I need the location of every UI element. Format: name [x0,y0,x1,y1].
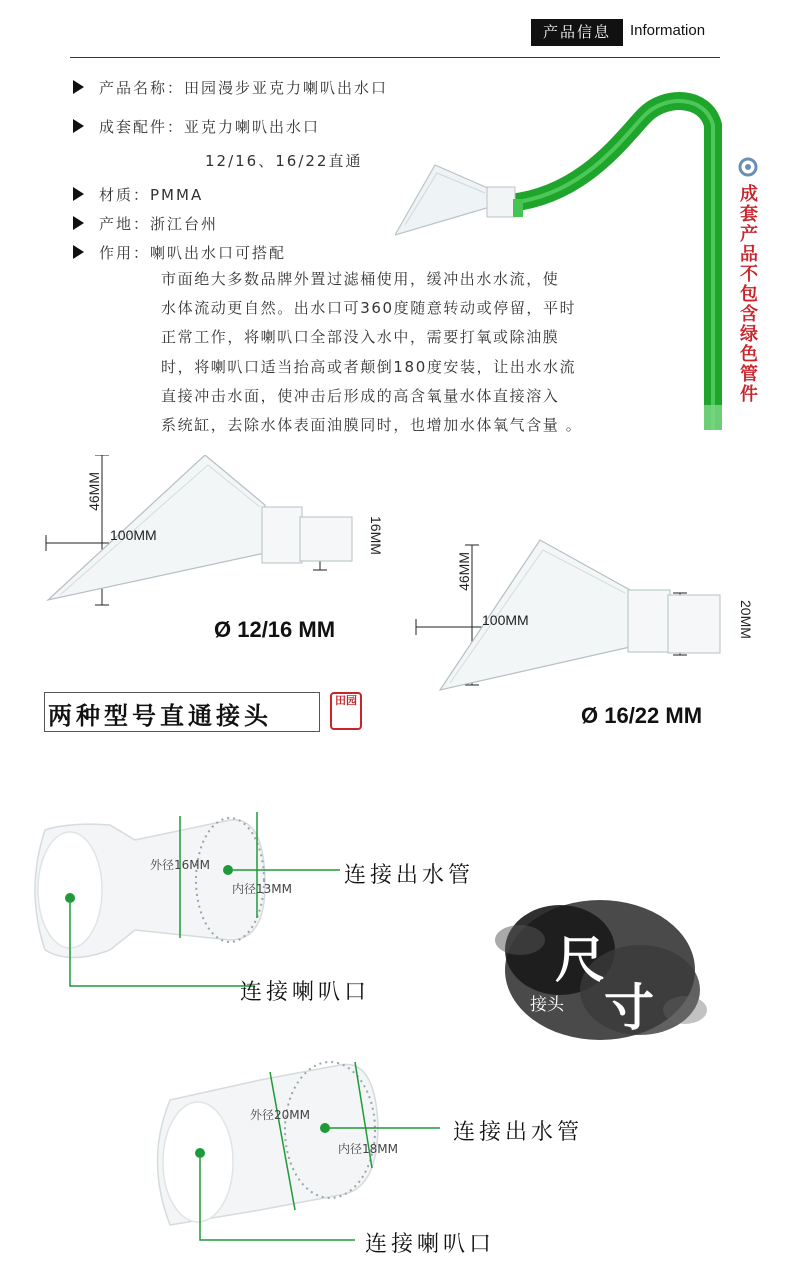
outer-diameter-large: 外径20MM [250,1108,310,1122]
seal-text: 田园 [335,694,357,707]
inner-diameter-large: 内径18MM [338,1142,398,1156]
spec-value: 浙江台州 [150,215,219,233]
header-divider [70,57,720,58]
spec-value: PMMA [150,186,204,204]
bullet-icon [73,216,84,230]
description-line: 市面绝大多数品牌外置过滤桶使用，缓冲出水水流，使 [161,270,560,288]
header-title: Information [630,22,706,39]
spec-value: 喇叭出水口可搭配 [150,244,287,262]
header-tag: 产品信息 [531,19,623,46]
diameter-large: Ø 16/22 MM [581,703,703,728]
description-line: 时，将喇叭口适当抬高或者颠倒180度安装，让出水水流 [161,357,577,376]
pipe-label-small: 连接出水管 [344,863,475,888]
spec-label: 产地： [99,215,151,233]
dim-pipe-small: 16MM [368,516,384,555]
spec-accessories-2: 12/16、16/22直通 [205,152,363,170]
spec-value: 田园漫步亚克力喇叭出水口 [184,79,389,97]
ink-char-2: 寸 [604,978,654,1037]
description-line: 直接冲击水面，使冲击后形成的高含氧量水体直接溶入 [161,386,560,405]
outer-diameter-small: 外径16MM [150,858,210,872]
gear-icon [736,155,760,179]
ink-subtitle: 接头 [530,995,564,1015]
spec-origin [99,213,218,234]
spec-label: 作用： [99,244,151,262]
description-line: 系统缸，去除水体表面油膜同时，也增加水体氧气含量 。 [161,416,583,435]
description-line: 水体流动更自然。出水口可360度随意转动或停留，平时 [161,299,577,318]
seal-stamp [330,692,362,730]
spec-value: 亚克力喇叭出水口 [184,118,321,136]
dim-pipe-large: 20MM [738,600,754,639]
side-note: 成套产品不包含绿色管件 [740,184,758,405]
spec-material [99,184,203,205]
horn-label-large: 连接喇叭口 [365,1232,496,1257]
bullet-icon [73,80,84,94]
pipe-label-large: 连接出水管 [453,1120,584,1145]
spec-label: 产品名称： [99,79,185,97]
description [161,265,701,440]
spec-label: 成套配件： [99,118,185,136]
ink-char-1: 尺 [555,930,605,989]
dim-length-large: 100MM [482,612,529,628]
bullet-icon [73,245,84,259]
inner-diameter-small: 内径13MM [232,882,292,896]
dim-height-large: 46MM [456,552,472,591]
spec-function [99,242,286,263]
spec-label: 材质： [99,186,151,204]
models-title: 两种型号直通接头 [48,701,272,730]
description-line: 正常工作，将喇叭口全部没入水中，需要打氧或除油膜 [161,328,560,347]
dim-height-small: 46MM [86,472,102,511]
spec-name [99,77,388,98]
bullet-icon [73,119,84,133]
connector-small-image [15,800,345,990]
diameter-small: Ø 12/16 MM [214,617,336,642]
dim-length-small: 100MM [110,527,157,543]
spec-accessories [99,116,320,137]
bullet-icon [73,187,84,201]
horn-label-small: 连接喇叭口 [240,980,371,1005]
